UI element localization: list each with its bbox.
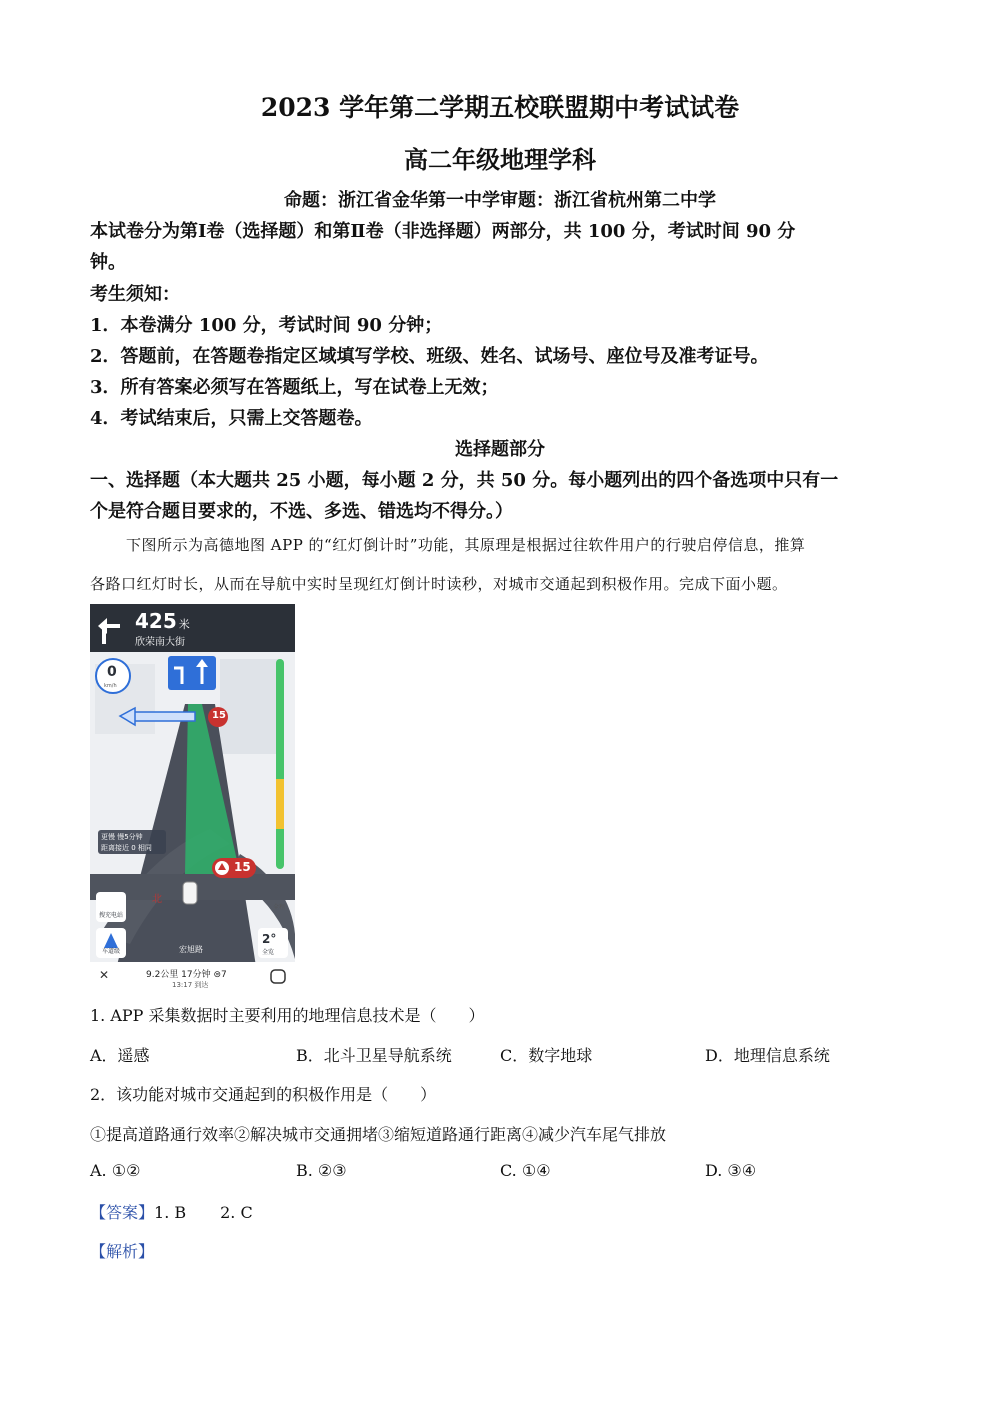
passage-line-2: 各路口红灯时长，从而在导航中实时呈现红灯倒计时读秒，对城市交通起到积极作用。完成下面小题。	[90, 575, 788, 593]
q2-option-c[interactable]: C. ①④	[500, 1161, 551, 1180]
analysis-label: 【解析】	[90, 1242, 155, 1261]
q2-option-a[interactable]: A. ①②	[90, 1161, 141, 1180]
nav-distance: 425 米	[135, 609, 190, 633]
nav-speed-unit: km/h	[104, 683, 117, 689]
route-tip-line: 更慢 慢5分钟	[101, 833, 143, 841]
full-view-icon[interactable]: 2°	[262, 932, 277, 946]
intro-line-1: 本试卷分为第Ⅰ卷（选择题）和第Ⅱ卷（非选择题）两部分，共 100 分，考试时间 90 分	[90, 221, 796, 242]
charge-station-button[interactable]: 搜充电站	[98, 912, 123, 919]
traffic-light-countdown: 15	[234, 860, 251, 874]
question-2-stem: 2．该功能对城市交通起到的积极作用是（ ）	[90, 1085, 437, 1104]
road-label: 宏旭路	[179, 945, 203, 954]
notice-heading: 考生须知：	[90, 284, 180, 305]
nav-street-name: 欣荣南大街	[135, 637, 185, 648]
q2-option-d[interactable]: D. ③④	[705, 1161, 757, 1180]
trip-summary: 9.2公里 17分钟 ⊜7	[146, 970, 227, 980]
section-title: 选择题部分	[455, 439, 545, 460]
route-tip-line: 距离接近 0 相同	[101, 844, 152, 852]
full-view-label: 全览	[262, 949, 275, 956]
notice-item: 3．所有答案必须写在答题纸上，写在试卷上无效；	[90, 377, 499, 398]
section-desc-2: 个是符合题目要求的，不选、多选、错选均不得分。）	[90, 501, 513, 522]
traffic-light-countdown: 15	[212, 710, 226, 721]
exam-subtitle: 高二年级地理学科	[404, 145, 596, 174]
notice-item: 1．本卷满分 100 分，考试时间 90 分钟；	[90, 315, 443, 336]
notice-item: 4．考试结束后，只需上交答题卷。	[90, 408, 373, 429]
q1-option-b[interactable]: B．北斗卫星导航系统	[296, 1046, 452, 1065]
lane-level-button[interactable]: 车道级	[101, 948, 120, 955]
navigation-screenshot	[90, 604, 295, 992]
exam-authors: 命题：浙江省金华第一中学审题：浙江省杭州第二中学	[284, 190, 716, 211]
answer-label: 【答案】	[90, 1203, 155, 1222]
answer-q1: 1. B	[154, 1203, 187, 1222]
question-1-stem: 1. APP 采集数据时主要利用的地理信息技术是（ ）	[90, 1006, 485, 1025]
q1-option-c[interactable]: C．数字地球	[500, 1046, 593, 1065]
exam-title: 2023 学年第二学期五校联盟期中考试试卷	[260, 93, 740, 122]
section-desc-1: 一、选择题（本大题共 25 小题，每小题 2 分，共 50 分。每小题列出的四个备选项中只有一	[90, 470, 839, 491]
north-indicator: 北	[152, 894, 162, 905]
close-icon[interactable]: ✕	[99, 968, 110, 982]
passage-line-1: 下图所示为高德地图 APP 的“红灯倒计时”功能，其原理是根据过往软件用户的行驶启停信息，推算	[126, 536, 806, 554]
nav-speed-value: 0	[107, 664, 117, 680]
q1-option-a[interactable]: A．遥感	[90, 1046, 150, 1065]
notice-item: 2．答题前，在答题卷指定区域填写学校、班级、姓名、试场号、座位号及准考证号。	[90, 346, 769, 367]
q1-option-d[interactable]: D．地理信息系统	[705, 1046, 830, 1065]
answer-q2: 2. C	[220, 1203, 253, 1222]
q2-option-b[interactable]: B. ②③	[296, 1161, 347, 1180]
overview-label: 全程	[273, 904, 286, 911]
intro-line-2: 钟。	[90, 252, 126, 273]
question-2-statement: ①提高道路通行效率②解决城市交通拥堵③缩短道路通行距离④减少汽车尾气排放	[90, 1125, 667, 1144]
answer-line	[90, 1200, 253, 1223]
arrival-time: 13:17 到达	[172, 981, 209, 989]
